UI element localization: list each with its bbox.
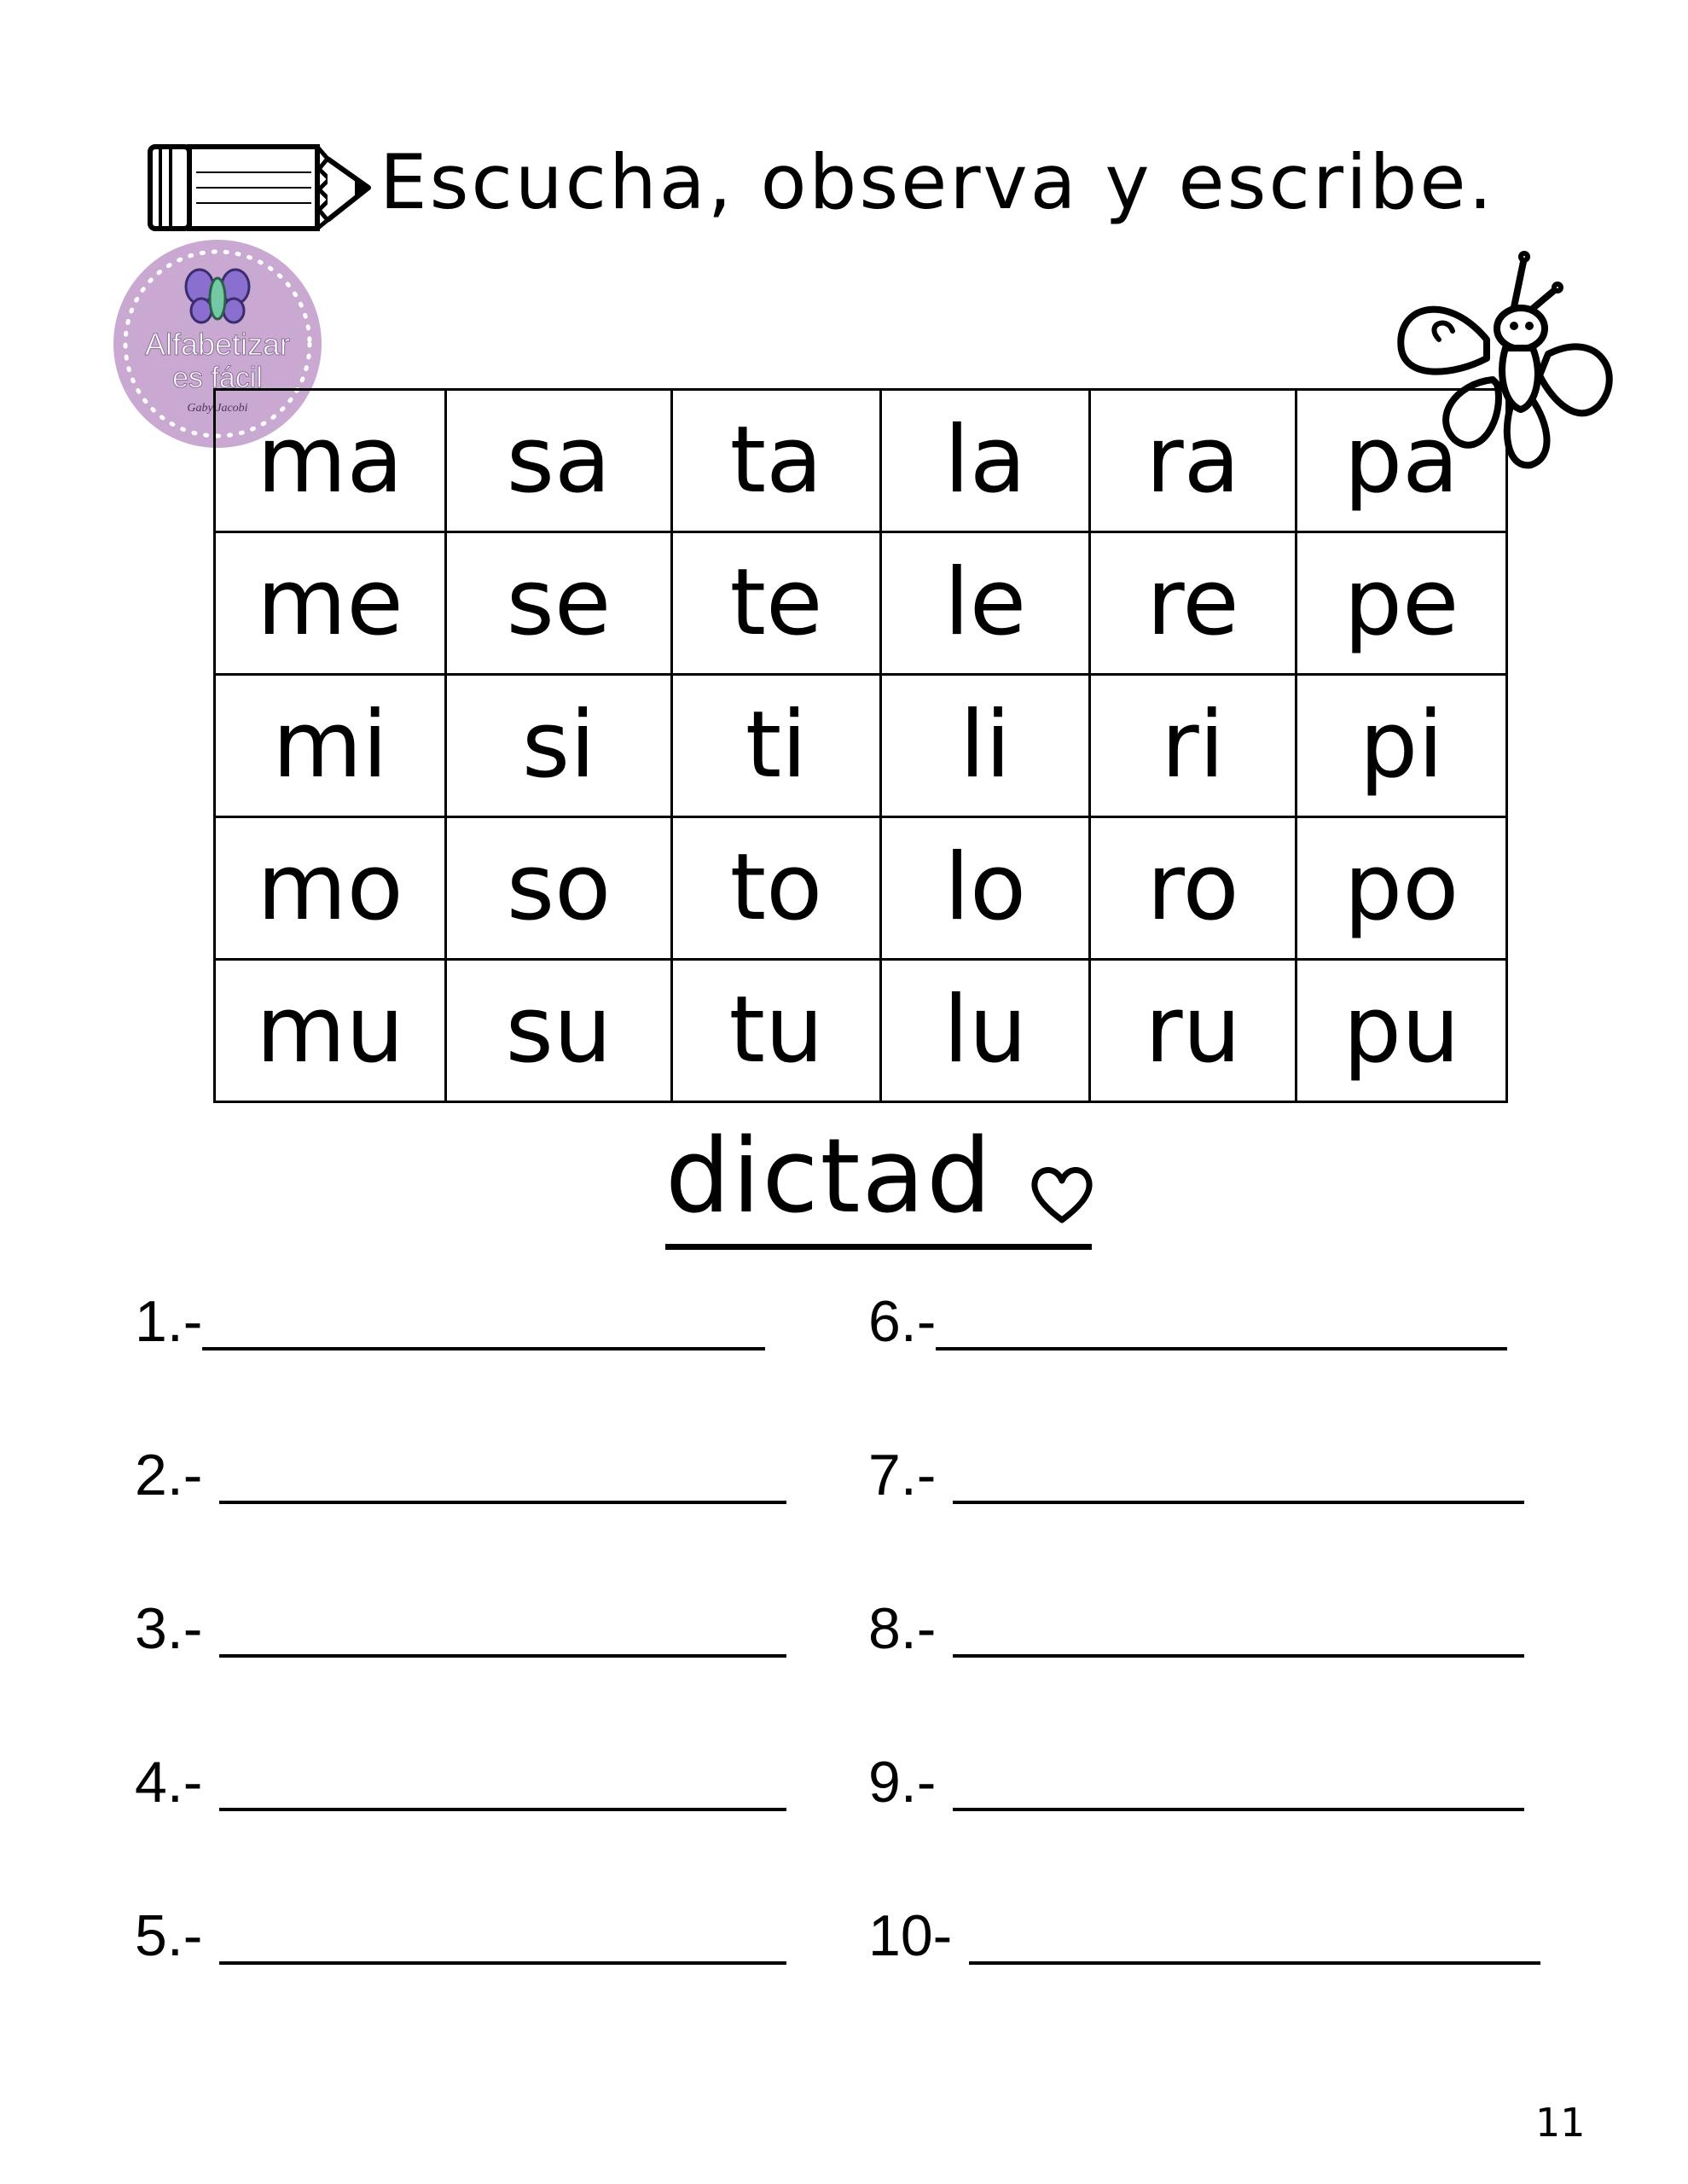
answer-blank[interactable]	[936, 1294, 1507, 1350]
syllable-cell: re	[1090, 532, 1296, 675]
syllable-cell: mo	[215, 817, 446, 960]
answer-blank[interactable]	[219, 1601, 786, 1658]
dictation-line-6	[868, 1289, 1507, 1354]
answer-blank[interactable]	[219, 1448, 786, 1504]
answer-blank[interactable]	[953, 1601, 1524, 1658]
dictation-line-2	[135, 1443, 786, 1507]
syllable-cell: tu	[672, 960, 881, 1102]
dictation-line-4	[135, 1750, 786, 1815]
syllable-cell: se	[446, 532, 672, 675]
syllable-cell: mi	[215, 675, 446, 817]
syllable-cell: le	[881, 532, 1090, 675]
syllable-cell: la	[881, 390, 1090, 532]
answer-blank[interactable]	[953, 1448, 1524, 1504]
syllable-cell: ti	[672, 675, 881, 817]
answer-blank[interactable]	[219, 1908, 786, 1965]
pencil-icon	[145, 136, 375, 239]
dictation-line-10	[868, 1903, 1540, 1968]
answer-blank[interactable]	[202, 1294, 765, 1350]
syllable-cell: ro	[1090, 817, 1296, 960]
syllable-cell: mu	[215, 960, 446, 1102]
syllable-cell: te	[672, 532, 881, 675]
syllable-cell: ta	[672, 390, 881, 532]
syllable-cell: pi	[1296, 675, 1507, 817]
syllable-cell: pe	[1296, 532, 1507, 675]
line-number: 1.-	[135, 1289, 203, 1354]
answer-blank[interactable]	[953, 1755, 1524, 1811]
syllable-cell: ra	[1090, 390, 1296, 532]
logo-title-line2: es fácil	[172, 362, 263, 394]
syllable-table	[213, 388, 1508, 1103]
instruction-text: Escucha, observa y escribe.	[380, 138, 1495, 226]
logo-author: Gaby Jacobi	[187, 402, 248, 415]
dictation-line-8	[868, 1596, 1524, 1661]
syllable-cell: su	[446, 960, 672, 1102]
syllable-cell: pa	[1296, 390, 1507, 532]
syllable-cell: so	[446, 817, 672, 960]
table-row	[215, 532, 1507, 675]
dictation-line-7	[868, 1443, 1524, 1507]
dictation-underline	[665, 1244, 1092, 1250]
butterfly-logo-icon	[186, 270, 249, 322]
dictation-line-5	[135, 1903, 786, 1968]
dictation-heading	[665, 1118, 1092, 1254]
page-number: 11	[1535, 2100, 1586, 2146]
line-number: 7.-	[868, 1443, 937, 1507]
line-number: 6.-	[868, 1289, 937, 1354]
line-number: 3.-	[135, 1596, 203, 1661]
syllable-cell: li	[881, 675, 1090, 817]
line-number: 10-	[868, 1903, 953, 1968]
syllable-cell: po	[1296, 817, 1507, 960]
syllable-cell: si	[446, 675, 672, 817]
dictation-line-1	[135, 1289, 765, 1354]
syllable-cell: me	[215, 532, 446, 675]
table-row	[215, 390, 1507, 532]
dictation-title: dictad	[665, 1118, 994, 1236]
answer-blank[interactable]	[219, 1755, 786, 1811]
dictation-line-3	[135, 1596, 786, 1661]
syllable-cell: pu	[1296, 960, 1507, 1102]
syllable-cell: ri	[1090, 675, 1296, 817]
line-number: 5.-	[135, 1903, 203, 1968]
logo-title-line1: Alfabetizar	[144, 327, 291, 362]
table-row	[215, 960, 1507, 1102]
table-row	[215, 675, 1507, 817]
dictation-line-9	[868, 1750, 1524, 1815]
syllable-cell: ma	[215, 390, 446, 532]
line-number: 4.-	[135, 1750, 203, 1815]
syllable-cell: to	[672, 817, 881, 960]
syllable-cell: ru	[1090, 960, 1296, 1102]
syllable-cell: sa	[446, 390, 672, 532]
table-row	[215, 817, 1507, 960]
line-number: 8.-	[868, 1596, 937, 1661]
line-number: 2.-	[135, 1443, 203, 1507]
answer-blank[interactable]	[969, 1908, 1540, 1965]
syllable-cell: lo	[881, 817, 1090, 960]
syllable-cell: lu	[881, 960, 1090, 1102]
line-number: 9.-	[868, 1750, 937, 1815]
heart-icon	[1028, 1159, 1096, 1227]
